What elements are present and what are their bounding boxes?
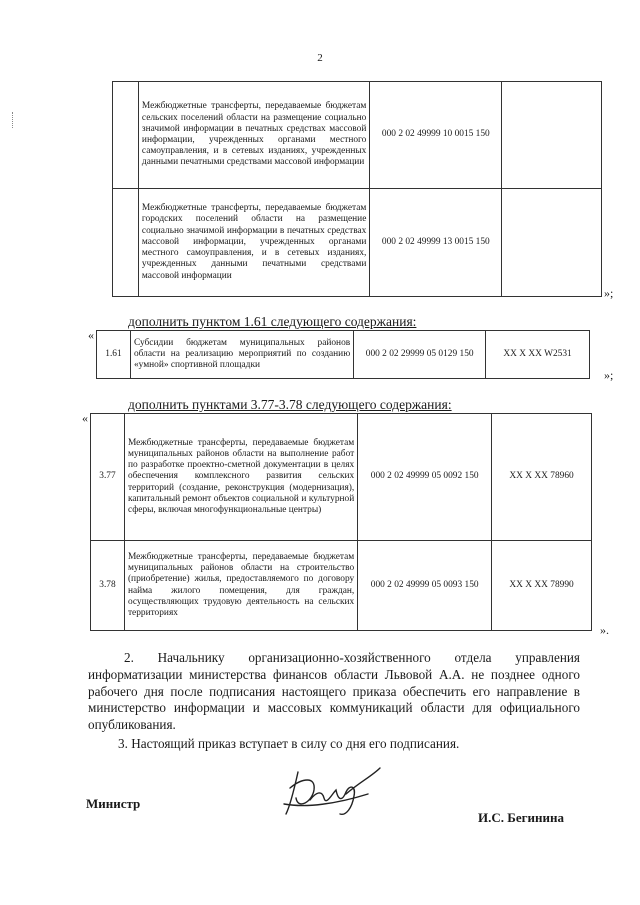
margin-mark <box>12 112 14 128</box>
paragraph-3: 3. Настоящий приказ вступает в силу со дня его подписания. <box>118 736 460 751</box>
row-code: 000 2 02 49999 05 0093 150 <box>358 541 492 631</box>
paragraph-2: 2. Начальнику организационно-хозяйственного отдела управления информатизации министерства финансов области Львовой А.А. не позднее одного рабочего дня после подписания настоящего приказа обеспечить его направление в министерство информации и массовых коммуникаций области для официального опубликования. <box>88 650 580 733</box>
row-description: Межбюджетные трансферты, передаваемые бюджетам муниципальных районов области на выполнение работ по разработке проектно-сметной документации в целях обеспечения комплексного развития сельских территорий (создание, реконструкция (модернизация), капитальный ремонт объектов социальной и культурной сферы, включая многофункциональные центры) <box>124 414 357 541</box>
table-closing-quote: »; <box>604 368 614 382</box>
table-row <box>97 331 590 379</box>
row-description: Субсидии бюджетам муниципальных районов области на реализацию мероприятий по созданию «умной» спортивной площадки <box>130 331 353 379</box>
table-points-3-77-3-78 <box>90 413 592 631</box>
opening-quote: « <box>82 411 88 425</box>
row-number <box>113 82 139 189</box>
table-continuation <box>112 81 602 297</box>
signature-title: Министр <box>86 796 141 811</box>
row-target-code <box>502 189 602 297</box>
table-row <box>91 541 592 631</box>
row-number <box>113 189 139 297</box>
row-code: 000 2 02 49999 13 0015 150 <box>370 189 502 297</box>
row-description: Межбюджетные трансферты, передаваемые бюджетам сельских поселений области на размещение социально значимой информации в печатных средствах массовой информации, учрежденных органами местного самоуправления, и в сетевых изданиях, учрежденных данными печатными средствами массовой информации <box>138 82 369 189</box>
table-row <box>91 414 592 541</box>
table-row <box>113 82 602 189</box>
page-number: 2 <box>317 52 323 64</box>
row-target-code: XX X XX 78990 <box>492 541 592 631</box>
row-code: 000 2 02 49999 10 0015 150 <box>370 82 502 189</box>
table-closing-quote: »; <box>604 286 614 300</box>
row-code: 000 2 02 49999 05 0092 150 <box>358 414 492 541</box>
row-target-code: XX X XX 78960 <box>492 414 592 541</box>
section-heading: дополнить пунктом 1.61 следующего содержания: <box>128 314 417 329</box>
row-description: Межбюджетные трансферты, передаваемые бюджетам городских поселений области на размещение социально значимой информации в печатных средствах массовой информации, учрежденных органами местного самоуправления, и в сетевых изданиях, учрежденных данными печатными средствами массовой информации <box>138 189 369 297</box>
handwritten-signature <box>276 764 386 822</box>
table-closing-quote: ». <box>600 623 609 637</box>
row-number: 3.78 <box>91 541 125 631</box>
row-description: Межбюджетные трансферты, передаваемые бюджетам муниципальных районов области на строительство (приобретение) жилья, предоставляемого по договору найма жилого помещения, для граждан, осуществляющих трудовую деятельность на сельских территориях <box>124 541 357 631</box>
row-number: 3.77 <box>91 414 125 541</box>
row-number: 1.61 <box>97 331 131 379</box>
table-row <box>113 189 602 297</box>
signatory-name: И.С. Бегинина <box>478 810 564 825</box>
row-code: 000 2 02 29999 05 0129 150 <box>354 331 486 379</box>
opening-quote: « <box>88 328 94 342</box>
row-target-code <box>502 82 602 189</box>
section-heading: дополнить пунктами 3.77-3.78 следующего содержания: <box>128 397 452 412</box>
row-target-code: XX X XX W2531 <box>486 331 590 379</box>
table-point-1-61 <box>96 330 590 379</box>
